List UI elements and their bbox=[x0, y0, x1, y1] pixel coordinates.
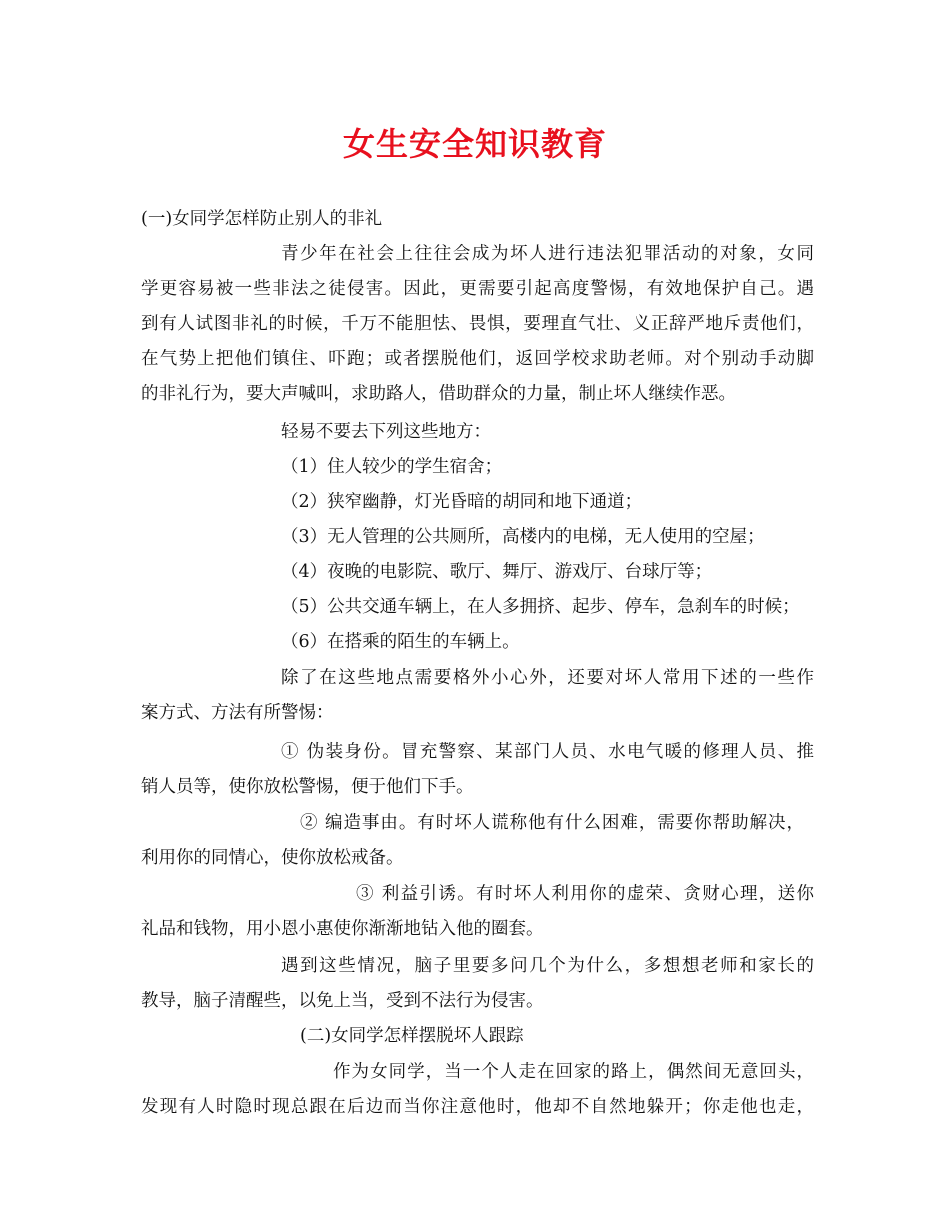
list-item: （6）在搭乘的陌生的车辆上。 bbox=[281, 632, 520, 652]
paragraph-line: 青少年在社会上往往会成为坏人进行违法犯罪活动的对象，女同 bbox=[281, 244, 814, 264]
paragraph-line: 销人员等，使你放松警惕，便于他们下手。 bbox=[141, 777, 474, 797]
paragraph-line: 作为女同学，当一个人走在回家的路上，偶然间无意回头， bbox=[333, 1062, 814, 1082]
list-item: （3）无人管理的公共厕所，高楼内的电梯，无人使用的空屋； bbox=[281, 527, 765, 547]
section-heading-2: (二)女同学怎样摆脱坏人跟踪 bbox=[300, 1026, 524, 1046]
section-heading-1: (一)女同学怎样防止别人的非礼 bbox=[141, 209, 383, 229]
paragraph-line: 发现有人时隐时现总跟在后边而当你注意他时，他却不自然地躲开；你走他也走， bbox=[141, 1097, 814, 1117]
paragraph-line: 除了在这些地点需要格外小心外，还要对坏人常用下述的一些作 bbox=[281, 668, 814, 688]
list-item: （2）狭窄幽静，灯光昏暗的胡同和地下通道； bbox=[281, 492, 643, 512]
list-item: （4）夜晚的电影院、歌厅、舞厅、游戏厅、台球厅等； bbox=[281, 562, 713, 582]
paragraph-line: 教导，脑子清醒些，以免上当，受到不法行为侵害。 bbox=[141, 991, 544, 1011]
paragraph-line: 在气势上把他们镇住、吓跑；或者摆脱他们，返回学校求助老师。对个别动手动脚 bbox=[141, 349, 814, 369]
paragraph-line: 的非礼行为，要大声喊叫，求助路人，借助群众的力量，制止坏人继续作恶。 bbox=[141, 384, 736, 404]
paragraph-line: 案方式、方法有所警惕： bbox=[141, 703, 334, 723]
paragraph-line: 学更容易被一些非法之徒侵害。因此，更需要引起高度警惕，有效地保护自己。遇 bbox=[141, 279, 814, 299]
paragraph-line: ③ 利益引诱。有时坏人利用你的虚荣、贪财心理，送你 bbox=[356, 884, 814, 904]
paragraph-line: ① 伪装身份。冒充警察、某部门人员、水电气暖的修理人员、推 bbox=[281, 742, 814, 762]
paragraph-line: 利用你的同情心，使你放松戒备。 bbox=[141, 848, 404, 868]
paragraph-line: ② 编造事由。有时坏人谎称他有什么困难，需要你帮助解决， bbox=[300, 813, 804, 833]
list-item: （5）公共交通车辆上，在人多拥挤、起步、停车，急刹车的时候； bbox=[281, 597, 800, 617]
paragraph-line: 到有人试图非礼的时候，千万不能胆怯、畏惧，要理直气壮、义正辞严地斥责他们， bbox=[141, 314, 814, 334]
document-title: 女生安全知识教育 bbox=[342, 125, 607, 163]
paragraph-line: 遇到这些情况，脑子里要多问几个为什么，多想想老师和家长的 bbox=[281, 956, 814, 976]
paragraph-line: 礼品和钱物，用小恩小惠使你渐渐地钻入他的圈套。 bbox=[141, 919, 544, 939]
paragraph-line: 轻易不要去下列这些地方： bbox=[281, 422, 491, 442]
list-item: （1）住人较少的学生宿舍； bbox=[281, 457, 503, 477]
